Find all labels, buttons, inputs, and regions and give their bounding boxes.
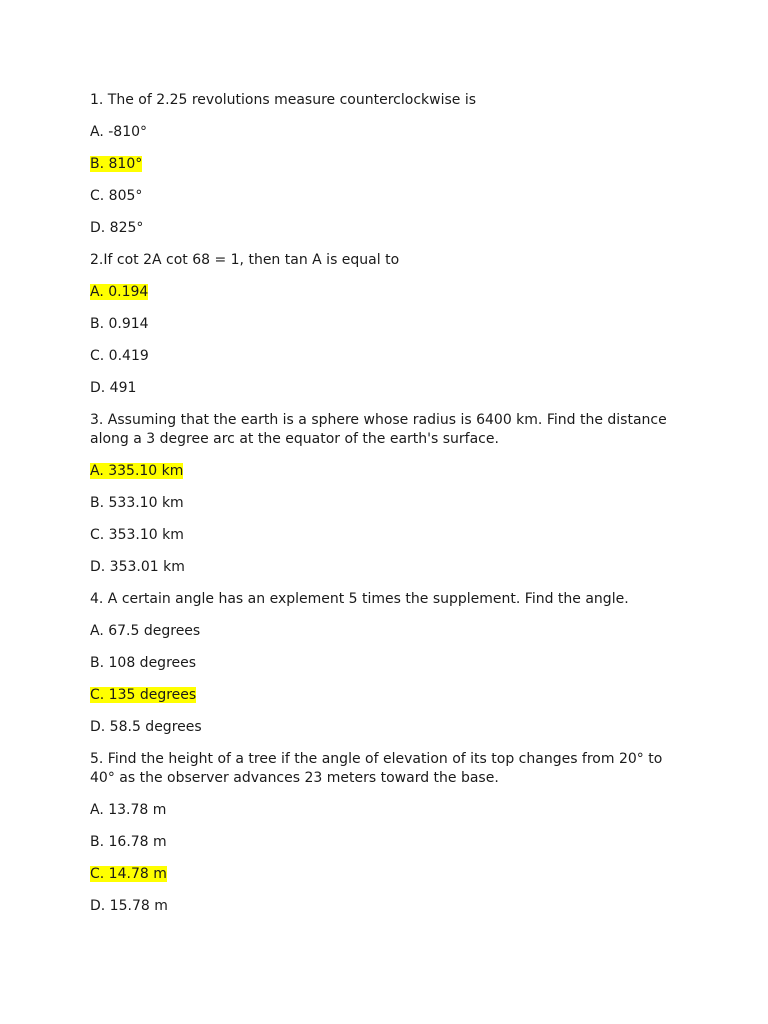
question-stem-line: along a 3 degree arc at the equator of the earth's surface. bbox=[90, 431, 499, 447]
option-text: A. 13.78 m bbox=[90, 802, 167, 818]
option-text: D. 491 bbox=[90, 380, 137, 396]
option-text: C. 353.10 km bbox=[90, 527, 184, 543]
answer-option bbox=[90, 494, 680, 513]
answer-option-highlighted bbox=[90, 283, 680, 302]
question-5 bbox=[90, 750, 680, 916]
option-text: D. 15.78 m bbox=[90, 898, 168, 914]
option-text: C. 805° bbox=[90, 188, 143, 204]
question-stem-line: 3. Assuming that the earth is a sphere whose radius is 6400 km. Find the distance bbox=[90, 412, 667, 428]
question-stem bbox=[90, 750, 680, 788]
answer-option bbox=[90, 801, 680, 820]
option-text: B. 810° bbox=[90, 156, 143, 172]
answer-option bbox=[90, 558, 680, 577]
answer-option bbox=[90, 833, 680, 852]
answer-option-highlighted bbox=[90, 155, 680, 174]
question-3 bbox=[90, 411, 680, 577]
answer-option bbox=[90, 622, 680, 641]
document-page bbox=[90, 91, 680, 916]
option-text: D. 825° bbox=[90, 220, 144, 236]
option-text: A. -810° bbox=[90, 124, 148, 140]
question-1 bbox=[90, 91, 680, 238]
answer-option bbox=[90, 526, 680, 545]
answer-option bbox=[90, 379, 680, 398]
question-stem-line: 2.If cot 2A cot 68 = 1, then tan A is equal to bbox=[90, 252, 400, 268]
question-stem-line: 4. A certain angle has an explement 5 times the supplement. Find the angle. bbox=[90, 591, 629, 607]
question-stem bbox=[90, 251, 680, 270]
answer-option-highlighted bbox=[90, 865, 680, 884]
question-2 bbox=[90, 251, 680, 398]
option-text: C. 0.419 bbox=[90, 348, 149, 364]
option-text: A. 0.194 bbox=[90, 284, 149, 300]
answer-option-highlighted bbox=[90, 462, 680, 481]
option-text: C. 135 degrees bbox=[90, 687, 197, 703]
question-stem-line: 1. The of 2.25 revolutions measure counterclockwise is bbox=[90, 92, 477, 108]
answer-option bbox=[90, 315, 680, 334]
answer-option bbox=[90, 654, 680, 673]
answer-option-highlighted bbox=[90, 686, 680, 705]
question-stem bbox=[90, 590, 680, 609]
answer-option bbox=[90, 219, 680, 238]
question-4 bbox=[90, 590, 680, 737]
question-stem bbox=[90, 411, 680, 449]
option-text: A. 335.10 km bbox=[90, 463, 184, 479]
question-stem-line: 40° as the observer advances 23 meters toward the base. bbox=[90, 770, 499, 786]
option-text: D. 353.01 km bbox=[90, 559, 185, 575]
question-stem bbox=[90, 91, 680, 110]
question-stem-line: 5. Find the height of a tree if the angle of elevation of its top changes from 20° to bbox=[90, 751, 663, 767]
option-text: B. 108 degrees bbox=[90, 655, 197, 671]
option-text: D. 58.5 degrees bbox=[90, 719, 202, 735]
option-text: B. 16.78 m bbox=[90, 834, 167, 850]
option-text: B. 0.914 bbox=[90, 316, 149, 332]
option-text: C. 14.78 m bbox=[90, 866, 167, 882]
answer-option bbox=[90, 897, 680, 916]
answer-option bbox=[90, 347, 680, 366]
option-text: B. 533.10 km bbox=[90, 495, 184, 511]
answer-option bbox=[90, 187, 680, 206]
answer-option bbox=[90, 123, 680, 142]
option-text: A. 67.5 degrees bbox=[90, 623, 201, 639]
answer-option bbox=[90, 718, 680, 737]
